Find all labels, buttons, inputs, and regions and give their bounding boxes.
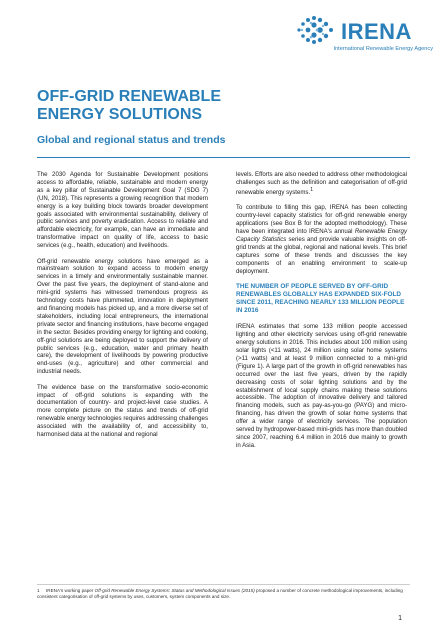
paragraph: The evidence base on the transformative socio-economic impact of off-grid solutions is expanding with the documentation of country- and project-level case studies. A more complete picture on the status and trends of off-grid renewable energy technologies requires addressing challenges associated with the availability of, and accessibility to, harmonised data at the national and regional: [37, 383, 208, 439]
title-divider: [37, 157, 410, 158]
footnote-text: proposed a number of concrete methodological improvements, including consistent categorisation of off-grid systems by uses, customers, system components and size.: [37, 588, 403, 599]
publication-title: Renewable Energy Capacity Statistics: [236, 227, 407, 243]
right-column: [236, 171, 407, 457]
footnote: [37, 588, 410, 600]
title-line-1: OFF-GRID RENEWABLE: [37, 88, 221, 105]
paragraph: IRENA estimates that some 133 million people accessed lighting and other electricity services using off-grid renewable energy solutions in 2016. This includes about 100 million using solar lights (<11 watts), 24 million using solar home systems (>11 watts) and at least 9 million connected to a mini-grid (Figure 1). A large part of the growth in off-grid renewables has occurred over the last five years, driven by the rapidly decreasing costs of solar lighting solutions and by the establishment of local supply chains making these solutions accessible. The adoption of innovative delivery and tailored financing models, such as pay-as-you-go (PAYG) and micro-financing, has driven the growth of solar home systems that offer a wider range of electricity services. The population served by hydropower-based mini-grids has more than doubled since 2007, reaching 6.4 million in 2016 due mainly to growth in Asia.: [236, 323, 407, 449]
footnote-ref[interactable]: 1: [310, 186, 314, 193]
footnote-text: IRENA's working paper: [46, 588, 95, 593]
page-title: [37, 88, 297, 124]
key-finding-heading: THE NUMBER OF PEOPLE SERVED BY OFF-GRID RENEWABLES GLOBALLY HAS EXPANDED SIX-FOLD SINCE 2011, REACHING NEARLY 133 MILLION PEOPLE IN 2016: [236, 282, 405, 315]
paragraph: Off-grid renewable energy solutions have emerged as a mainstream solution to expand access to modern energy services in a timely and environmentally sustainable manner. Over the past five years, the deployment of stand-alone and mini-grid systems has witnessed tremendous progress as technology costs have plummeted, innovation in deployment and financing models has picked up, and a more diverse set of stakeholders, including local entrepreneurs, the international private sector and financing institutions, have become engaged in the sector. Besides providing energy for lighting and cooking, off-grid solutions are being deployed to support the delivery of public services (e.g., education, water and primary health care), the development of livelihoods by powering productive end-uses (e.g., agriculture) and other commercial and industrial needs.: [37, 257, 208, 376]
footnote-divider: [37, 584, 410, 585]
paragraph-text: series and provide valuable insights on off-grid trends at the global, regional and national levels. This brief captures some of these trends and discusses the key components of an enabling environment to scale-up deployment.: [236, 235, 407, 275]
page-subtitle: Global and regional status and trends: [37, 134, 226, 146]
paragraph-text: To contribute to filling this gap, IRENA has been collecting country-level capacity statistics for off-grid renewable energy applications (see Box B for the adopted methodology). These have been integrated into IRENA's annual: [236, 204, 407, 235]
page-number: 1: [398, 615, 402, 622]
title-line-2: ENERGY SOLUTIONS: [37, 106, 203, 123]
paragraph: [236, 204, 407, 275]
footnote-publication: Off-grid Renewable Energy Systems: Status and Methodological Issues (2015): [94, 588, 255, 593]
left-column: [37, 171, 208, 447]
logo-tagline: International Renewable Energy Agency: [333, 46, 433, 52]
irena-globe-icon: [293, 15, 337, 45]
paragraph: The 2030 Agenda for Sustainable Development positions access to affordable, reliable, sustainable and modern energy as a key pillar of Sustainable Development Goal 7 (SDG 7) (UN, 2018). This represents a growing recognition that modern energy is a key building block towards broader development goals associated with environmental sustainability, delivery of public services and poverty eradication. Access to reliable and affordable electricity, for example, can have an immediate and transformative impact on quality of life, access to basic services (e.g., health, education) and livelihoods.: [37, 171, 208, 250]
irena-logo: [293, 13, 433, 63]
paragraph-text: levels. Efforts are also needed to address other methodological challenges such as the definition and categorisation of off-grid renewable energy systems.: [236, 171, 407, 196]
footnote-number: 1: [37, 588, 40, 593]
logo-wordmark: IRENA: [341, 19, 412, 44]
paragraph: [236, 171, 407, 197]
